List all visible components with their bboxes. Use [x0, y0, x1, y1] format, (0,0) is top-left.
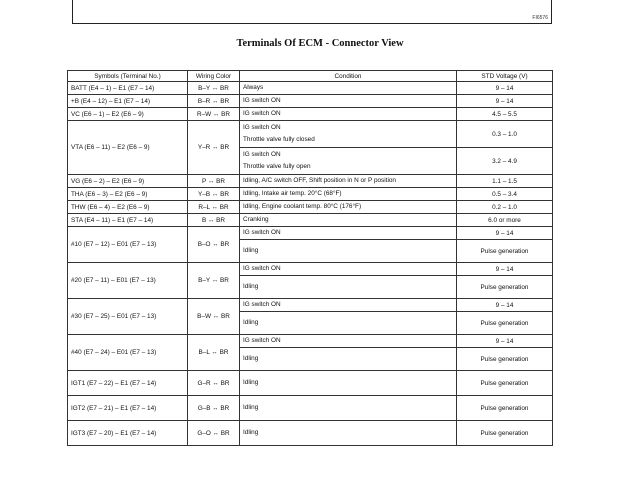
std-voltage-cell: 6.0 or more: [457, 214, 553, 227]
wiring-color-cell: R–W ↔ BR: [188, 108, 240, 121]
condition-line: Idling: [243, 355, 259, 362]
condition-cell: [240, 348, 457, 371]
condition-cell: [240, 108, 457, 121]
std-voltage-cell: 3.2 – 4.9: [457, 148, 553, 175]
wiring-color-cell: G–R ↔ BR: [188, 371, 240, 396]
wiring-color-cell: B–W ↔ BR: [188, 299, 240, 335]
symbol-cell: #40 (E7 – 24) – E01 (E7 – 13): [68, 335, 188, 371]
condition-line: Idling: [243, 404, 259, 411]
table-row: [68, 299, 553, 312]
condition-cell: [240, 421, 457, 446]
std-voltage-cell: 9 – 14: [457, 227, 553, 240]
condition-cell: [240, 148, 457, 175]
condition-line: IG switch ON: [243, 97, 281, 104]
condition-line: Idling: [243, 429, 259, 436]
condition-cell: [240, 175, 457, 188]
symbol-cell: THA (E6 – 3) – E2 (E6 – 9): [68, 188, 188, 201]
std-voltage-cell: Pulse generation: [457, 371, 553, 396]
std-voltage-cell: 9 – 14: [457, 95, 553, 108]
std-voltage-cell: 4.5 – 5.5: [457, 108, 553, 121]
condition-line: Idling: [243, 319, 259, 326]
std-voltage-cell: Pulse generation: [457, 396, 553, 421]
wiring-color-cell: B–Y ↔ BR: [188, 263, 240, 299]
symbol-cell: STA (E4 – 11) – E1 (E7 – 14): [68, 214, 188, 227]
condition-cell: [240, 201, 457, 214]
condition-line: IG switch ON: [243, 265, 281, 272]
table-row: [68, 263, 553, 276]
symbol-cell: THW (E6 – 4) – E2 (E6 – 9): [68, 201, 188, 214]
wiring-color-cell: G–O ↔ BR: [188, 421, 240, 446]
table-row: [68, 121, 553, 148]
condition-line: Cranking: [243, 216, 269, 223]
table-row: [68, 175, 553, 188]
figure-frame: [72, 0, 552, 24]
std-voltage-cell: Pulse generation: [457, 348, 553, 371]
symbol-cell: VTA (E6 – 11) – E2 (E6 – 9): [68, 121, 188, 175]
std-voltage-cell: 0.3 – 1.0: [457, 121, 553, 148]
wiring-color-cell: P ↔ BR: [188, 175, 240, 188]
condition-cell: [240, 396, 457, 421]
wiring-color-cell: R–L ↔ BR: [188, 201, 240, 214]
table-row: [68, 108, 553, 121]
condition-line: Always: [243, 84, 264, 91]
condition-cell: [240, 335, 457, 348]
std-voltage-cell: 9 – 14: [457, 82, 553, 95]
symbol-cell: #10 (E7 – 12) – E01 (E7 – 13): [68, 227, 188, 263]
condition-cell: [240, 276, 457, 299]
symbol-cell: IGT2 (E7 – 21) – E1 (E7 – 14): [68, 396, 188, 421]
std-voltage-cell: 9 – 14: [457, 299, 553, 312]
std-voltage-cell: 9 – 14: [457, 263, 553, 276]
condition-line: Idling, A/C switch OFF, Shift position in N or P position: [243, 177, 396, 184]
std-voltage-cell: 0.5 – 3.4: [457, 188, 553, 201]
condition-cell: [240, 371, 457, 396]
wiring-color-cell: B–Y ↔ BR: [188, 82, 240, 95]
condition-cell: [240, 95, 457, 108]
condition-line: IG switch ON: [243, 229, 281, 236]
symbol-cell: +B (E4 – 12) – E1 (E7 – 14): [68, 95, 188, 108]
table-header-row: [68, 71, 553, 82]
table-row: [68, 335, 553, 348]
condition-line: Idling, Intake air temp. 20°C (68°F): [243, 190, 342, 197]
ecm-terminal-table: [67, 70, 553, 446]
table-row: [68, 201, 553, 214]
figure-id: FI6576: [532, 15, 548, 21]
header-condition: Condition: [240, 71, 457, 82]
condition-line: IG switch ON: [243, 124, 281, 131]
table-row: [68, 421, 553, 446]
condition-line: Idling, Engine coolant temp. 80°C (176°F): [243, 203, 362, 210]
condition-line: Idling: [243, 283, 259, 290]
symbol-cell: IGT1 (E7 – 22) – E1 (E7 – 14): [68, 371, 188, 396]
std-voltage-cell: 0.2 – 1.0: [457, 201, 553, 214]
condition-line: IG switch ON: [243, 301, 281, 308]
wiring-color-cell: B–R ↔ BR: [188, 95, 240, 108]
header-wiring-color: Wiring Color: [188, 71, 240, 82]
std-voltage-cell: Pulse generation: [457, 276, 553, 299]
symbol-cell: IGT3 (E7 – 20) – E1 (E7 – 14): [68, 421, 188, 446]
wiring-color-cell: G–B ↔ BR: [188, 396, 240, 421]
condition-line: Idling: [243, 379, 259, 386]
wiring-color-cell: B–L ↔ BR: [188, 335, 240, 371]
std-voltage-cell: Pulse generation: [457, 240, 553, 263]
wiring-color-cell: B–O ↔ BR: [188, 227, 240, 263]
wiring-color-cell: Y–R ↔ BR: [188, 121, 240, 175]
symbol-cell: #20 (E7 – 11) – E01 (E7 – 13): [68, 263, 188, 299]
symbol-cell: BATT (E4 – 1) – E1 (E7 – 14): [68, 82, 188, 95]
header-std-voltage: STD Voltage (V): [457, 71, 553, 82]
std-voltage-cell: Pulse generation: [457, 312, 553, 335]
condition-cell: [240, 188, 457, 201]
wiring-color-cell: B ↔ BR: [188, 214, 240, 227]
condition-cell: [240, 263, 457, 276]
std-voltage-cell: Pulse generation: [457, 421, 553, 446]
condition-cell: [240, 121, 457, 148]
condition-line: Throttle valve fully open: [243, 163, 311, 170]
wiring-color-cell: Y–B ↔ BR: [188, 188, 240, 201]
header-symbols: Symbols (Terminal No.): [68, 71, 188, 82]
table-row: [68, 227, 553, 240]
table-row: [68, 188, 553, 201]
symbol-cell: VG (E6 – 2) – E2 (E6 – 9): [68, 175, 188, 188]
condition-line: Throttle valve fully closed: [243, 136, 315, 143]
condition-cell: [240, 312, 457, 335]
condition-line: Idling: [243, 247, 259, 254]
table-row: [68, 95, 553, 108]
condition-cell: [240, 299, 457, 312]
table-row: [68, 214, 553, 227]
symbol-cell: VC (E6 – 1) – E2 (E6 – 9): [68, 108, 188, 121]
table-row: [68, 82, 553, 95]
condition-line: IG switch ON: [243, 151, 281, 158]
table-body: [68, 82, 553, 446]
condition-cell: [240, 227, 457, 240]
condition-line: IG switch ON: [243, 337, 281, 344]
condition-cell: [240, 240, 457, 263]
table-heading: Terminals Of ECM - Connector View: [236, 38, 404, 49]
std-voltage-cell: 9 – 14: [457, 335, 553, 348]
condition-line: IG switch ON: [243, 110, 281, 117]
condition-cell: [240, 214, 457, 227]
symbol-cell: #30 (E7 – 25) – E01 (E7 – 13): [68, 299, 188, 335]
table-row: [68, 396, 553, 421]
table-row: [68, 371, 553, 396]
std-voltage-cell: 1.1 – 1.5: [457, 175, 553, 188]
condition-cell: [240, 82, 457, 95]
